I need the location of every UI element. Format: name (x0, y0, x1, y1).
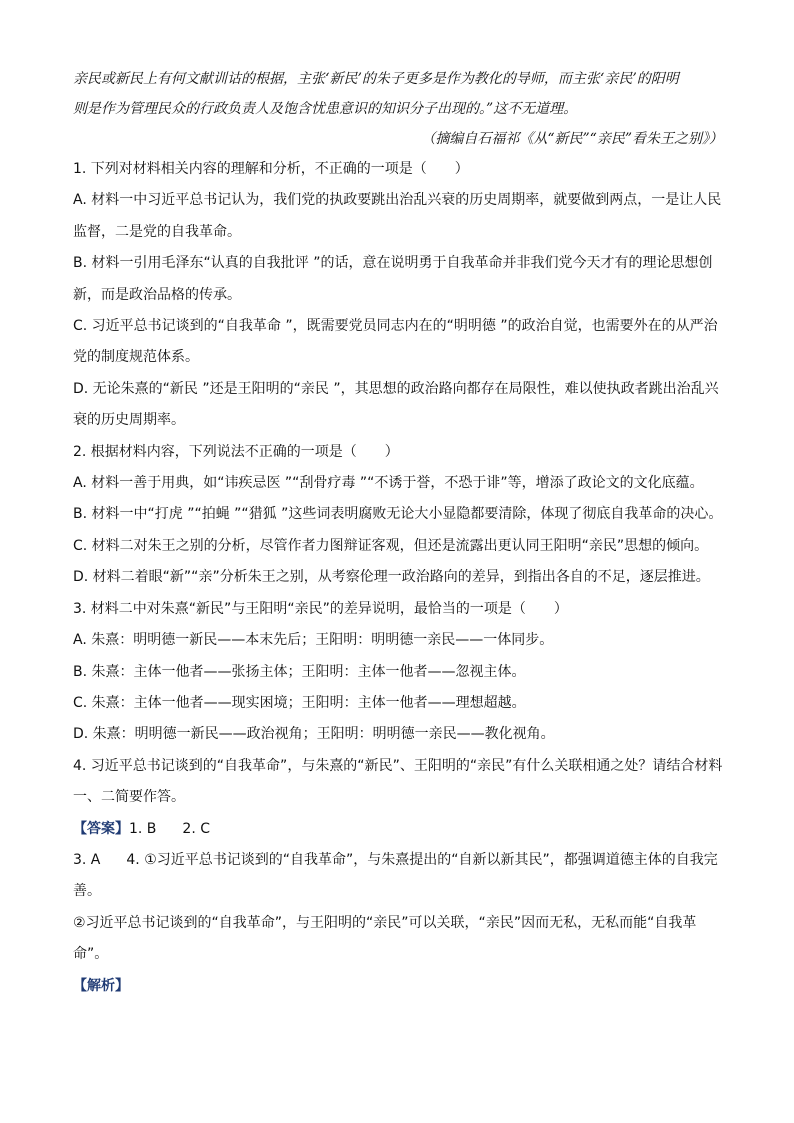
questions-section (73, 154, 723, 1002)
question-option: D. 朱熹：明明德一新民——政治视角；王阳明：明明德一亲民——教化视角。 (73, 726, 555, 743)
answer-tag: 【答案】 (73, 820, 129, 837)
question-option: C. 习近平总书记谈到的“自我革命 ”，既需要党员同志内在的“明明德 ”的政治自觉，也需要外在的从严治党的制度规范体系。 (73, 318, 718, 366)
question-option: B. 材料一中“打虎 ”“拍蝇 ”“猎狐 ”这些词表明腐败无论大小显隐都要清除，体现了彻底自我革命的决心。 (73, 506, 723, 523)
analysis-tag: 【解析】 (73, 977, 129, 994)
question-stem: 3. 材料二中对朱熹“新民”与王阳明“亲民”的差异说明，最恰当的一项是（ ） (73, 600, 568, 617)
answer-1: 1. B (129, 820, 157, 837)
answer-line (73, 845, 723, 908)
answer-4-part-1: 4. ①习近平总书记谈到的“自我革命”，与朱熹提出的“自新以新其民”，都强调道德主体的自我完善。 (73, 851, 718, 900)
question-option: C. 朱熹：主体一他者——现实困境；王阳明：主体一他者——理想超越。 (73, 694, 526, 711)
question-option: D. 无论朱熹的“新民 ”还是王阳明的“亲民 ”，其思想的政治路向都存在局限性，难以使执政者跳出治乱兴衰的历史周期率。 (73, 380, 719, 429)
answer-3: 3. A (73, 851, 101, 868)
question-option: D. 材料二着眼“新”“亲”分析朱王之别，从考察伦理一政治路向的差异，到指出各自的不足，逐层推进。 (73, 569, 710, 586)
question-stem: 1. 下列对材料相关内容的理解和分析，不正确的一项是（ ） (73, 161, 469, 177)
analysis-line (73, 971, 723, 1002)
question-stem: 2. 根据材料内容，下列说法不正确的一项是（ ） (73, 443, 399, 460)
question-stem: 4. 习近平总书记谈到的“自我革命”，与朱熹的“新民”、王阳明的“亲民”有什么关联相通之处？请结合材料一、二简要作答。 (73, 757, 723, 806)
passage-line: 亲民或新民上有何文献训诂的根据，主张‘新民’的朱子更多是作为教化的导师，而主张‘亲民’的阳明 (73, 71, 679, 87)
passage-excerpt (73, 64, 723, 154)
question-option: C. 材料二对朱王之别的分析，尽管作者力图辩证客观，但还是流露出更认同王阳明“亲民”思想的倾向。 (73, 537, 709, 554)
document-page (73, 64, 723, 1002)
question-option: A. 材料一善于用典，如“讳疾忌医 ”“刮骨疗毒 ”“不诱于誉，不恐于诽”等，增添了政论文的文化底蕴。 (73, 475, 704, 492)
answer-line (73, 814, 723, 845)
question-option: B. 朱熹：主体一他者——张扬主体；王阳明：主体一他者——忽视主体。 (73, 663, 526, 680)
passage-source: （摘编自石福祁《从“新民”“亲民”看朱王之别》） (421, 131, 723, 147)
question-option: B. 材料一引用毛泽东“认真的自我批评 ”的话，意在说明勇于自我革命并非我们党今天才有的理论思想创新，而是政治品格的传承。 (73, 255, 713, 303)
question-option: A. 材料一中习近平总书记认为，我们党的执政要跳出治乱兴衰的历史周期率，就要做到两点，一是让人民监督，二是党的自我革命。 (73, 192, 722, 240)
question-option: A. 朱熹：明明德一新民——本末先后；王阳明：明明德一亲民——一体同步。 (73, 632, 554, 649)
answer-2: 2. C (182, 820, 211, 837)
answer-4-part-2: ②习近平总书记谈到的“自我革命”，与王阳明的“亲民”可以关联，“亲民”因而无私，无私而能“自我革命”。 (73, 914, 697, 963)
passage-line: 则是作为管理民众的行政负责人及饱含忧患意识的知识分子出现的。”这不无道理。 (73, 101, 578, 117)
